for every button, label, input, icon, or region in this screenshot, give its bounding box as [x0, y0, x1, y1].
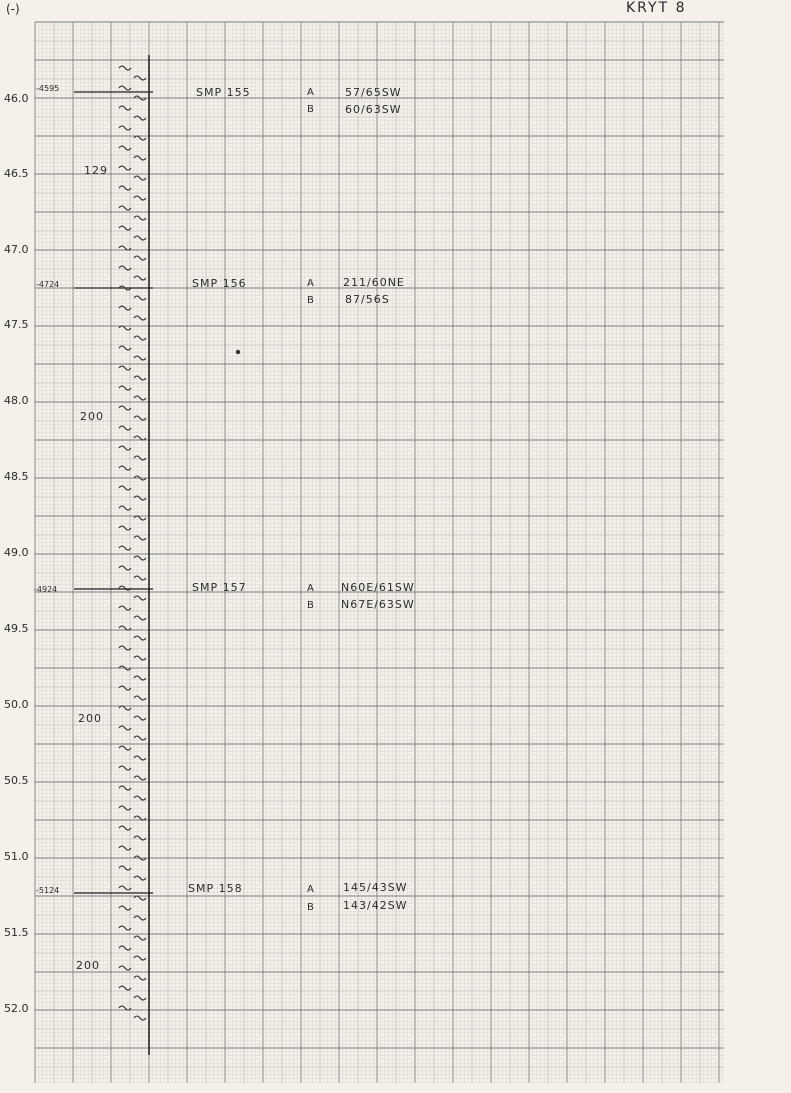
- reading-a-label: A: [307, 884, 314, 895]
- lithology-mark: [119, 726, 131, 730]
- lithology-mark: [134, 236, 146, 240]
- lithology-mark: [134, 136, 146, 140]
- lithology-mark: [134, 156, 146, 160]
- lithology-mark: [119, 606, 131, 610]
- lithology-mark: [119, 906, 131, 910]
- graph-grid: [35, 22, 724, 1083]
- lithology-mark: [119, 706, 131, 710]
- lithology-mark: [134, 116, 146, 120]
- lithology-mark: [119, 686, 131, 690]
- lithology-mark: [119, 126, 131, 130]
- sheet-title: KRYT 8: [626, 0, 687, 16]
- lithology-mark: [119, 366, 131, 370]
- lithology-mark: [134, 716, 146, 720]
- lithology-mark: [119, 1006, 131, 1010]
- depth-label: 49.5: [4, 622, 29, 635]
- lithology-mark: [134, 496, 146, 500]
- reading-b-label: B: [307, 104, 314, 115]
- lithology-mark: [134, 356, 146, 360]
- lithology-mark: [134, 916, 146, 920]
- lithology-mark: [119, 346, 131, 350]
- lithology-mark: [119, 326, 131, 330]
- lithology-mark: [134, 416, 146, 420]
- reading-b-label: B: [307, 600, 314, 611]
- reading-b-label: B: [307, 902, 314, 913]
- lithology-mark: [134, 316, 146, 320]
- lithology-mark: [134, 796, 146, 800]
- lithology-mark: [119, 66, 131, 70]
- sample-depth-mark: -4924: [34, 585, 58, 594]
- lithology-mark: [134, 996, 146, 1000]
- lithology-mark: [134, 76, 146, 80]
- sample-depth-mark: -5124: [36, 886, 60, 895]
- interval-note: 200: [78, 712, 102, 725]
- reading-a-label: A: [307, 87, 314, 98]
- lithology-mark: [134, 616, 146, 620]
- depth-label: 46.5: [4, 167, 29, 180]
- sample-id: SMP 158: [188, 882, 243, 895]
- reading-b-value: 60/63SW: [345, 103, 402, 116]
- interval-note: 200: [76, 959, 100, 972]
- lithology-mark: [119, 246, 131, 250]
- depth-label: 50.0: [4, 698, 29, 711]
- depth-label: 46.0: [4, 92, 29, 105]
- depth-label: 48.0: [4, 394, 29, 407]
- lithology-mark: [119, 506, 131, 510]
- lithology-mark: [119, 886, 131, 890]
- lithology-mark: [134, 216, 146, 220]
- depth-label: 51.0: [4, 850, 29, 863]
- lithology-mark: [119, 166, 131, 170]
- sample-id: SMP 155: [196, 86, 251, 99]
- sample-depth-mark: -4724: [36, 280, 60, 289]
- lithology-mark: [119, 986, 131, 990]
- interval-note: 129: [84, 164, 108, 177]
- reading-a-label: A: [307, 583, 314, 594]
- reading-b-label: B: [307, 295, 314, 306]
- lithology-mark: [119, 426, 131, 430]
- lithology-mark: [134, 456, 146, 460]
- lithology-mark: [134, 636, 146, 640]
- sample-id: SMP 157: [192, 581, 247, 594]
- lithology-mark: [134, 816, 146, 820]
- lithology-mark: [134, 336, 146, 340]
- corner-label-left: (-): [6, 2, 20, 16]
- lithology-mark: [119, 526, 131, 530]
- lithology-mark: [119, 306, 131, 310]
- depth-label: 47.0: [4, 243, 29, 256]
- reading-a-value: 145/43SW: [343, 881, 408, 894]
- lithology-mark: [119, 646, 131, 650]
- reading-a-label: A: [307, 278, 314, 289]
- depth-label: 52.0: [4, 1002, 29, 1015]
- lithology-mark: [134, 516, 146, 520]
- reading-a-value: 211/60NE: [343, 276, 405, 289]
- lithology-mark: [134, 896, 146, 900]
- depth-label: 49.0: [4, 546, 29, 559]
- lithology-mark: [119, 226, 131, 230]
- reading-b-value: N67E/63SW: [341, 598, 415, 611]
- lithology-mark: [134, 836, 146, 840]
- lithology-mark: [119, 446, 131, 450]
- lithology-mark: [119, 626, 131, 630]
- borehole-log: [74, 55, 240, 1055]
- lithology-mark: [134, 1016, 146, 1020]
- depth-label: 50.5: [4, 774, 29, 787]
- lithology-mark: [119, 266, 131, 270]
- lithology-mark: [134, 876, 146, 880]
- depth-label: 47.5: [4, 318, 29, 331]
- lithology-mark: [134, 256, 146, 260]
- lithology-mark: [119, 826, 131, 830]
- reading-a-value: N60E/61SW: [341, 581, 415, 594]
- reading-b-value: 143/42SW: [343, 899, 408, 912]
- sample-id: SMP 156: [192, 277, 247, 290]
- reading-b-value: 87/56S: [345, 293, 390, 306]
- reading-a-value: 57/65SW: [345, 86, 402, 99]
- lithology-mark: [119, 146, 131, 150]
- interval-note: 200: [80, 410, 104, 423]
- ink-dot: [236, 350, 240, 354]
- depth-label: 51.5: [4, 926, 29, 939]
- lithology-mark: [134, 696, 146, 700]
- depth-label: 48.5: [4, 470, 29, 483]
- lithology-mark: [134, 436, 146, 440]
- lithology-mark: [134, 536, 146, 540]
- sample-depth-mark: -4595: [36, 84, 60, 93]
- lithology-mark: [119, 806, 131, 810]
